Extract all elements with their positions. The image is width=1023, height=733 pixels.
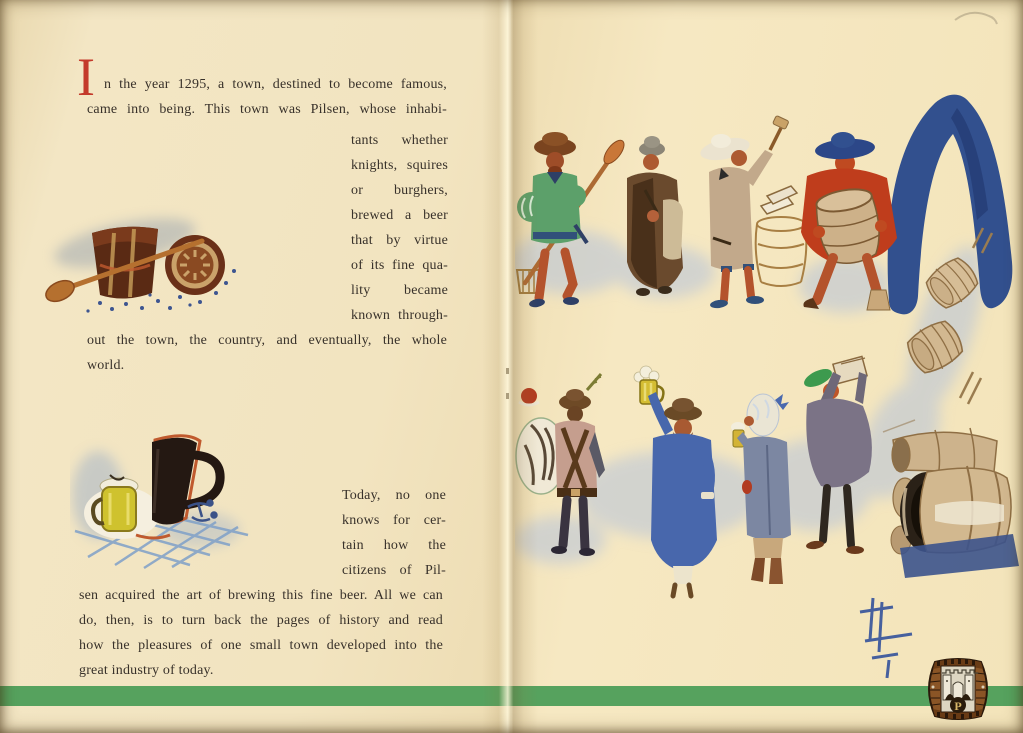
- text-line: that by virtue: [351, 233, 448, 248]
- text-line: knights, squires: [351, 158, 448, 173]
- text-line: world.: [87, 358, 125, 373]
- text-line: do, then, is to turn back the pages of history and read: [79, 613, 443, 628]
- text-line: great industry of today.: [79, 663, 214, 678]
- paragraph1-line2: came into being. This town was Pilsen, whose inhabi-: [87, 102, 447, 117]
- text-line: knows for cer-: [342, 513, 446, 528]
- beer-glass: [102, 487, 136, 531]
- text-line: known through-: [351, 308, 448, 323]
- text-line: Today, no one: [342, 488, 446, 503]
- paragraph2-narrow-column: [342, 483, 446, 583]
- text-line: sen acquired the art of brewing this fine beer. All we can: [79, 588, 443, 603]
- text-line: of its fine qua-: [351, 258, 448, 273]
- pilsen-scene-illustration: [515, 0, 1023, 733]
- text-line: or burghers,: [351, 183, 448, 198]
- side-mark: [982, 686, 985, 689]
- brewery-barrel-emblem: [927, 654, 989, 724]
- paragraph1-narrow-column: [351, 128, 448, 328]
- paragraph2-full-lines: [79, 583, 443, 683]
- paragraph1-full-lines: [87, 328, 447, 378]
- text-line: how the pleasures of one small town developed into the: [79, 638, 443, 653]
- cloth-accent: [136, 535, 170, 538]
- text-line: brewed a beer: [351, 208, 448, 223]
- cobblestone-hatching: [860, 598, 912, 678]
- pitcher-and-glass-illustration: [70, 425, 260, 570]
- spoon-bowl: [43, 277, 78, 306]
- brewing-tools-illustration: [30, 205, 260, 320]
- text-line: lity became: [351, 283, 448, 298]
- text-line: citizens of Pil-: [342, 563, 446, 578]
- text-line: tants whether: [351, 133, 448, 148]
- monogram-letter: P: [954, 699, 962, 713]
- binding-stitch: [506, 368, 509, 374]
- pencil-mark: [955, 13, 997, 24]
- green-band: [0, 686, 1023, 706]
- cloaked-townsman-figure: [627, 136, 683, 296]
- drop-cap-initial: I: [77, 47, 95, 107]
- binding-stitch: [506, 393, 509, 399]
- open-barrel-outline: [756, 217, 807, 286]
- text-line: tain how the: [342, 538, 446, 553]
- paragraph1-line1: n the year 1295, a town, destined to become famous,: [104, 77, 447, 92]
- text-line: out the town, the country, and eventually, the whole: [87, 333, 447, 348]
- side-mark: [932, 686, 935, 689]
- cooper-with-mallet-figure: [698, 115, 806, 309]
